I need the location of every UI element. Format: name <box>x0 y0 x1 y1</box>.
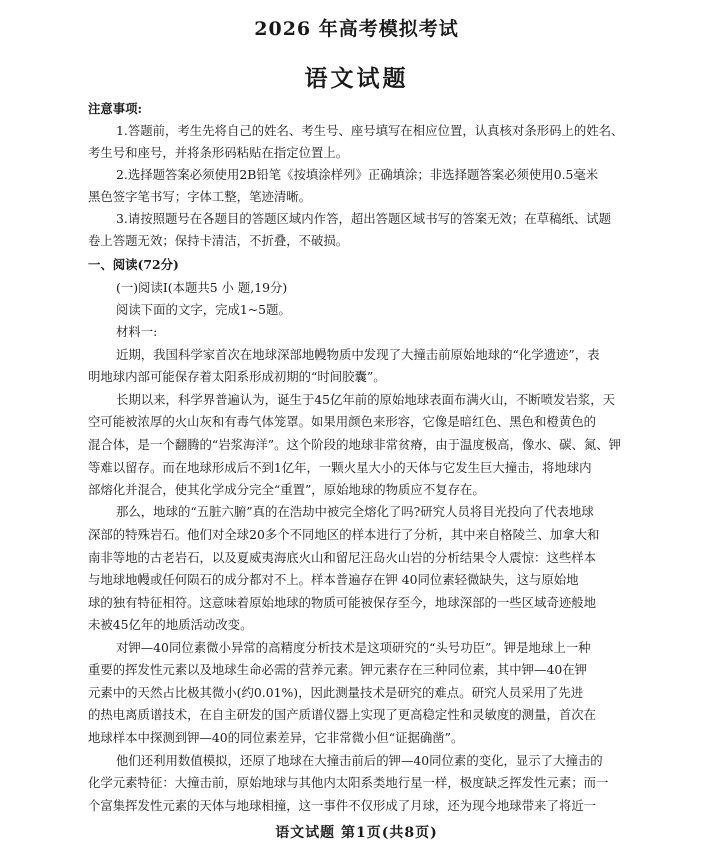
passage-line: 化学元素特征：大撞击前，原始地球与其他内太阳系类地行星一样，极度缺乏挥发性元素；而一 <box>88 775 609 790</box>
passage-line: 混合体，是一个翻腾的“岩浆海洋”。这个阶段的地球非常贫瘠，由于温度极高，像水、碳、氮、钾 <box>88 437 622 452</box>
passage-line: 元素中的天然占比极其微小(约0.01%)，因此测量技术是研究的难点。研究人员采用了先进 <box>88 685 584 700</box>
instruction-text: 阅读下面的文字，完成1~5题。 <box>116 302 291 317</box>
passage-line: 南非等地的古老岩石，以及夏威夷海底火山和留尼汪岛火山岩的分析结果令人震惊：这些样本 <box>88 550 597 565</box>
passage-line: 长期以来，科学界普遍认为，诞生于45亿年前的原始地球表面布满火山，不断喷发岩浆，天 <box>116 392 616 407</box>
section-heading: 一、阅读(72分) <box>88 257 179 272</box>
subject-title: 语文试题 <box>304 65 409 92</box>
passage-line: 近期，我国科学家首次在地球深部地幔物质中发现了大撞击前原始地球的“化学遗迹”，表 <box>116 347 600 362</box>
passage-line: 深部的特殊岩石。他们对全球20多个不同地区的样本进行了分析，其中来自格陵兰、加拿大和 <box>88 527 600 542</box>
passage-line: 重要的挥发性元素以及地球生命必需的营养元素。钾元素存在三种同位素，其中钾—40在钾 <box>88 662 588 677</box>
notice-heading: 注意事项: <box>88 101 143 116</box>
notice-line: 考生号和座号，并将条形码粘贴在指定位置上。 <box>88 145 349 160</box>
passage-line: 他们还利用数值模拟，还原了地球在大撞击前后的钾—40同位素的变化，显示了大撞击的 <box>116 753 603 768</box>
page-footer: 语文试题 第1页(共8页) <box>275 825 438 841</box>
material-label: 材料一: <box>116 324 158 339</box>
passage-line: 等难以留存。而在地球形成后不到1亿年，一颗火星大小的天体与它发生巨大撞击，将地球内 <box>88 460 592 475</box>
notice-line: 1.答题前，考生先将自己的姓名、考生号、座号填写在相应位置，认真核对条形码上的姓名、 <box>116 123 624 138</box>
passage-line: 那么，地球的“五脏六腑”真的在浩劫中被完全熔化了吗?研究人员将目光投向了代表地球 <box>116 504 594 519</box>
passage-line: 的热电离质谱技术，在自主研发的国产质谱仪器上实现了更高稳定性和灵敏度的测量，首次在 <box>88 707 597 722</box>
notice-line: 黑色签字笔书写；字体工整，笔迹清晰。 <box>88 189 312 204</box>
notice-line: 卷上答题无效；保持卡清洁，不折叠，不破损。 <box>88 233 349 248</box>
passage-line: 与地球地幔或任何陨石的成分都对不上。样本普遍存在钾 40同位素轻微缺失，这与原始地 <box>88 572 579 587</box>
passage-line: 球的独有特征相符。这意味着原始地球的物质可能被保存至今，地球深部的一些区域奇迹般地 <box>88 595 597 610</box>
passage-line: 空可能被浓厚的火山灰和有毒气体笼罩。如果用颜色来形容，它像是暗红色、黑色和橙黄色的 <box>88 414 597 429</box>
passage-line: 对钾—40同位素微小异常的高精度分析技术是这项研究的“头号功臣”。钾是地球上一种 <box>116 640 591 655</box>
passage-line: 部熔化并混合，使其化学成分完全“重置”，原始地球的物质应不复存在。 <box>88 482 485 497</box>
passage-line: 未被45亿年的地质活动改变。 <box>88 617 253 632</box>
exam-title: 2026 年高考模拟考试 <box>254 18 459 40</box>
notice-line: 3.请按照题号在各题目的答题区域内作答，超出答题区域书写的答案无效；在草稿纸、试题 <box>116 211 612 226</box>
sub-section-heading: (一)阅读Ⅰ(本题共5 小 题,19分) <box>116 280 288 295</box>
passage-line: 地球样本中探测到钾—40的同位素差异，它非常微小但“证据确凿”。 <box>88 730 464 745</box>
passage-line: 个富集挥发性元素的天体与地球相撞，这一事件不仅形成了月球，还为现今地球带来了将近一 <box>88 798 597 813</box>
passage-line: 明地球内部可能保存着太阳系形成初期的“时间胶囊”。 <box>88 369 386 384</box>
notice-line: 2.选择题答案必须使用2B铅笔《按填涂样列》正确填涂；非选择题答案必须使用0.5毫米 <box>116 167 599 182</box>
